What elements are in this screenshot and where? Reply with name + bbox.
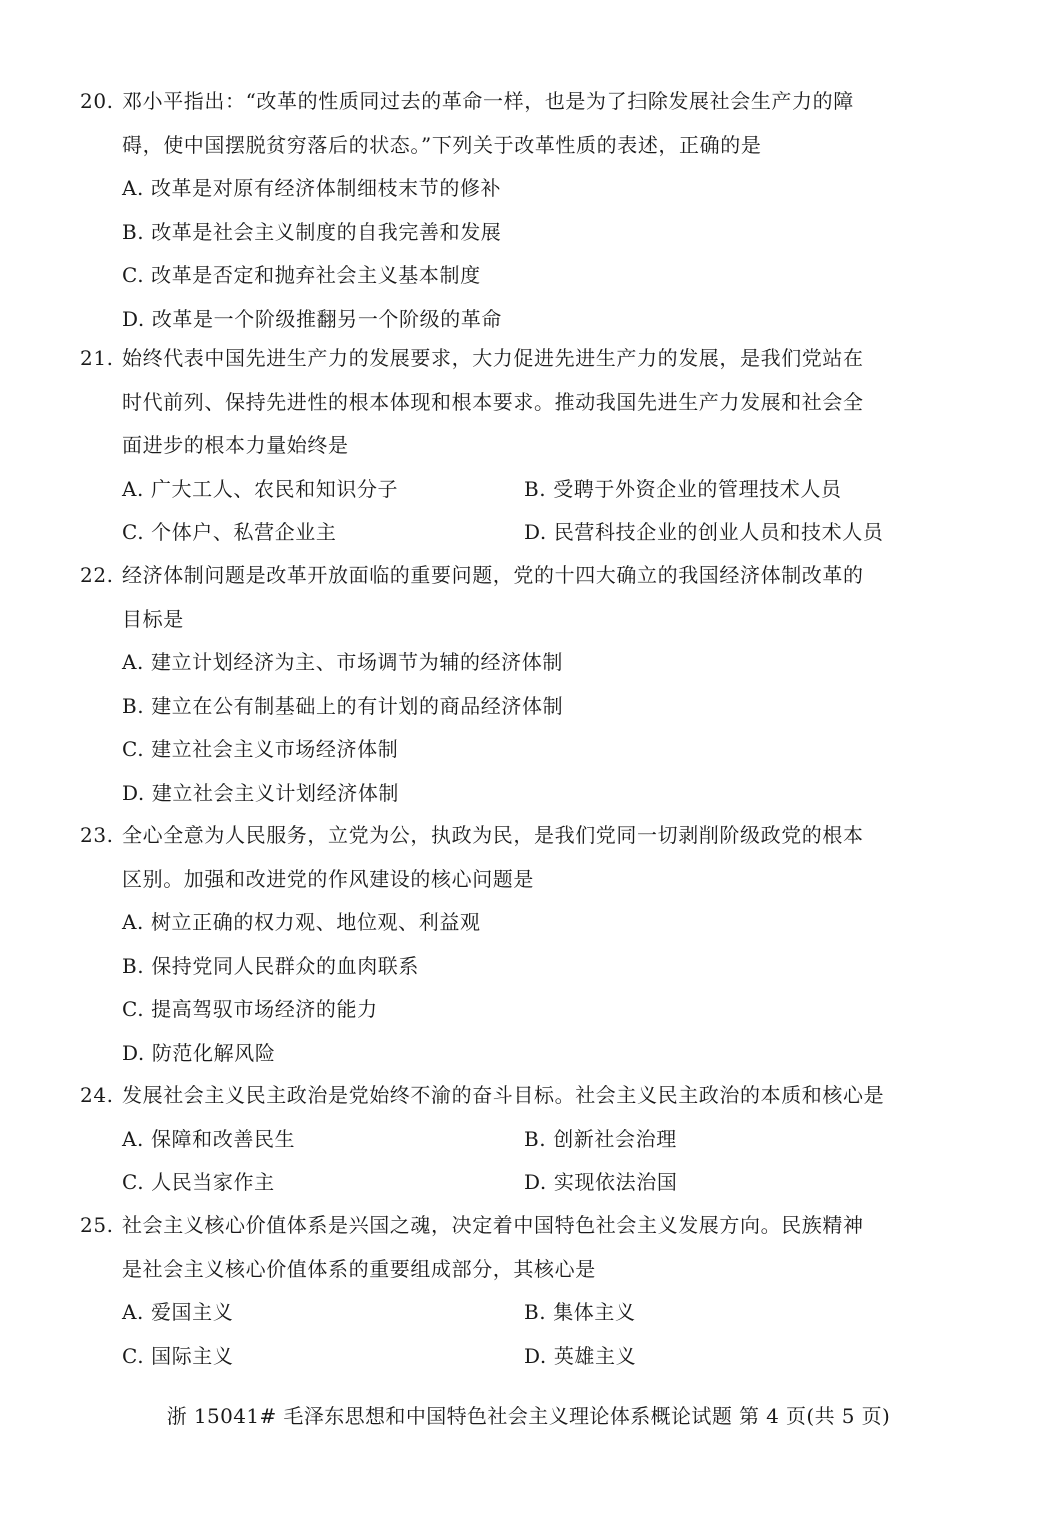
question-number: 25. (80, 1213, 114, 1237)
question-25 (0, 1204, 1057, 1378)
question-24 (0, 1074, 1057, 1205)
question-23 (0, 814, 1057, 1075)
question-number: 23. (80, 823, 114, 847)
question-20 (0, 80, 1057, 341)
question-stem (80, 814, 925, 901)
option-a: A. 改革是对原有经济体制细枝末节的修补 (122, 176, 502, 200)
option-b: B. 受聘于外资企业的管理技术人员 (524, 476, 842, 501)
option-d: D. 建立社会主义计划经济体制 (122, 780, 400, 805)
stem-line: 全心全意为人民服务，立党为公，执政为民，是我们党同一切剥削阶级政党的根本 (122, 823, 864, 847)
option-c: C. 建立社会主义市场经济体制 (122, 737, 399, 761)
question-stem (80, 337, 925, 468)
stem-line: 面进步的根本力量始终是 (122, 433, 349, 457)
option-b: B. 建立在公有制基础上的有计划的商品经济体制 (122, 693, 564, 718)
stem-line: 目标是 (122, 606, 184, 631)
stem-line: 碍，使中国摆脱贫穷落后的状态。”下列关于改革性质的表述，正确的是 (122, 132, 762, 157)
question-21 (0, 337, 1057, 555)
question-number: 22. (80, 563, 114, 587)
question-number: 20. (80, 89, 114, 113)
option-c: C. 提高驾驭市场经济的能力 (122, 997, 378, 1021)
stem-line: 经济体制问题是改革开放面临的重要问题，党的十四大确立的我国经济体制改革的 (122, 563, 864, 587)
option-c: C. 改革是否定和抛弃社会主义基本制度 (122, 263, 481, 287)
option-d: D. 实现依法治国 (524, 1170, 678, 1194)
question-stem (80, 554, 925, 641)
question-stem (80, 1074, 925, 1118)
option-a: A. 保障和改善民生 (122, 1126, 296, 1151)
option-b: B. 创新社会治理 (524, 1126, 677, 1151)
page-footer: 浙 15041# 毛泽东思想和中国特色社会主义理论体系概论试题 第 4 页(共 5 页) (166, 1404, 891, 1428)
stem-line: 是社会主义核心价值体系的重要组成部分，其核心是 (122, 1256, 596, 1281)
option-a: A. 树立正确的权力观、地位观、利益观 (122, 910, 481, 934)
stem-line: 始终代表中国先进生产力的发展要求，大力促进先进生产力的发展，是我们党站在 (122, 346, 864, 370)
option-a: A. 广大工人、农民和知识分子 (122, 476, 399, 501)
option-d: D. 民营科技企业的创业人员和技术人员 (524, 520, 884, 544)
stem-line: 发展社会主义民主政治是党始终不渝的奋斗目标。社会主义民主政治的本质和核心是 (122, 1083, 885, 1107)
question-22 (0, 554, 1057, 815)
option-d: D. 防范化解风险 (122, 1040, 276, 1065)
stem-line: 社会主义核心价值体系是兴国之魂，决定着中国特色社会主义发展方向。民族精神 (122, 1213, 864, 1237)
option-a: A. 爱国主义 (122, 1300, 234, 1324)
stem-line: 时代前列、保持先进性的根本体现和根本要求。推动我国先进生产力发展和社会全 (122, 389, 864, 414)
option-a: A. 建立计划经济为主、市场调节为辅的经济体制 (122, 650, 563, 674)
question-number: 24. (80, 1083, 114, 1107)
option-c: C. 个体户、私营企业主 (122, 520, 337, 544)
stem-line: 区别。加强和改进党的作风建设的核心问题是 (122, 866, 534, 891)
option-c: C. 国际主义 (122, 1343, 234, 1368)
option-d: D. 英雄主义 (524, 1343, 637, 1368)
stem-line: 邓小平指出：“改革的性质同过去的革命一样，也是为了扫除发展社会生产力的障 (122, 89, 854, 113)
question-number: 21. (80, 346, 114, 370)
option-c: C. 人民当家作主 (122, 1170, 275, 1194)
question-stem (80, 1204, 925, 1291)
option-d: D. 改革是一个阶级推翻另一个阶级的革命 (122, 306, 503, 331)
option-b: B. 改革是社会主义制度的自我完善和发展 (122, 219, 502, 244)
option-b: B. 保持党同人民群众的血肉联系 (122, 953, 420, 978)
question-stem (80, 80, 925, 167)
option-b: B. 集体主义 (524, 1300, 636, 1324)
